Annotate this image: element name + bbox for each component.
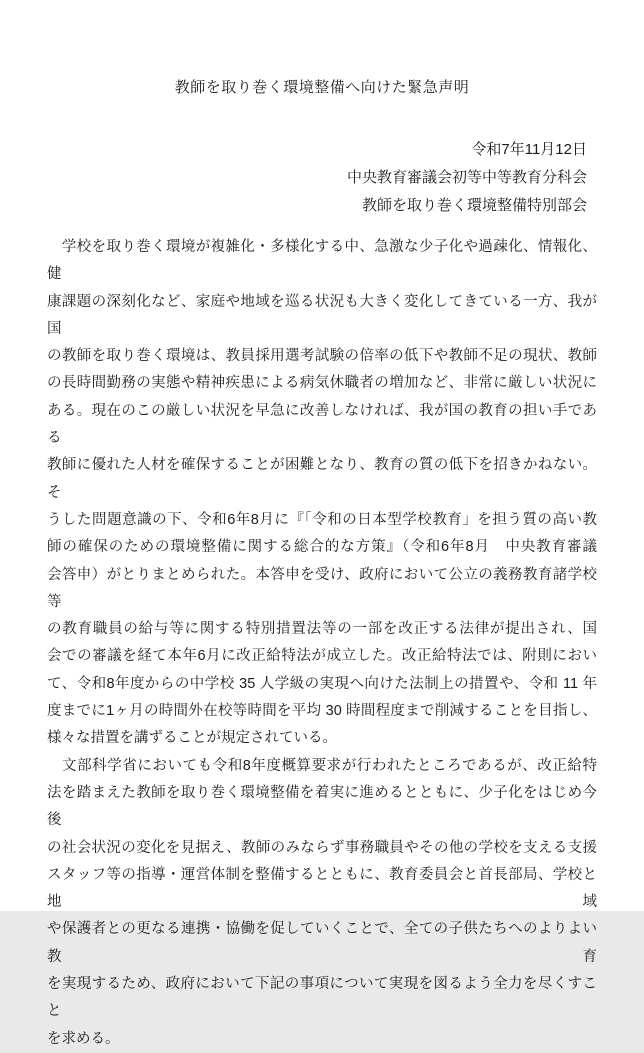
text-line: の教育職員の給与等に関する特別措置法等の一部を改正する法律が提出され、国: [47, 621, 597, 638]
text-line: の長時間勤務の実態や精神疾患による病気休職者の増加など、非常に厳しい状況に: [47, 375, 597, 392]
text-line: 康課題の深刻化など、家庭や地域を巡る状況も大きく変化してきている一方、我が国: [47, 293, 597, 337]
text-line: 度までに1ヶ月の時間外在校等時間を平均 30 時間程度まで削減することを目指し、: [47, 703, 597, 720]
text-line: ある。現在のこの厳しい状況を早急に改善しなければ、我が国の教育の担い手である: [47, 402, 597, 447]
text-line: の教師を取り巻く環境は、教員採用選考試験の倍率の低下や教師不足の現状、教師: [47, 348, 597, 365]
text-line: 文部科学省においても令和8年度概算要求が行われたところであるが、改正給特: [47, 757, 597, 774]
paragraph: [47, 234, 597, 753]
text-line: 法を踏まえた教師を取り巻く環境整備を着実に進めるとともに、少子化をはじめ今後: [47, 784, 597, 829]
text-line: を実現するため、政府において下記の事項について実現を図るよう全力を尽くすこと: [47, 976, 597, 1020]
text-line: うした問題意識の下、令和6年8月に『「令和の日本型学校教育」を担う質の高い教: [47, 511, 597, 528]
document-heading-block: [47, 136, 597, 220]
text-line: 教師に優れた人材を確保することが困難となり、教育の質の低下を招きかねない。そ: [47, 457, 597, 501]
text-line: 学校を取り巻く環境が複雑化・多様化する中、急激な少子化や過疎化、情報化、健: [47, 239, 597, 283]
text-line: スタッフ等の指導・運営体制を整備するとともに、教育委員会と首長部局、学校と地域: [47, 866, 597, 911]
document-date: 令和7年11月12日: [471, 141, 587, 158]
organization-line-2: 教師を取り巻く環境整備特別部会: [361, 197, 587, 214]
text-line: 会答申）がとりまとめられた。本答申を受け、政府において公立の義務教育諸学校等: [47, 566, 597, 610]
text-line: を求める。: [47, 1030, 120, 1047]
text-line: 様々な措置を講ずることが規定されている。: [47, 730, 337, 747]
text-line: 会での審議を経て本年6月に改正給特法が成立した。改正給特法では、附則におい: [47, 648, 597, 665]
document-body: [47, 234, 597, 1053]
document-title: 教師を取り巻く環境整備へ向けた緊急声明: [174, 79, 470, 96]
organization-line-1: 中央教育審議会初等中等教育分科会: [346, 169, 587, 186]
text-line: て、令和8年度からの中学校 35 人学級の実現へ向けた法制上の措置や、令和 11 年: [47, 675, 597, 692]
text-line: 師の確保のための環境整備に関する総合的な方策』（令和6年8月 中央教育審議: [47, 539, 597, 556]
paragraph: [47, 753, 597, 1053]
text-line: の社会状況の変化を見据え、教師のみならず事務職員やその他の学校を支える支援: [47, 839, 597, 856]
text-line: や保護者との更なる連携・協働を促していくことで、全ての子供たちへのよりよい教育: [47, 921, 597, 965]
